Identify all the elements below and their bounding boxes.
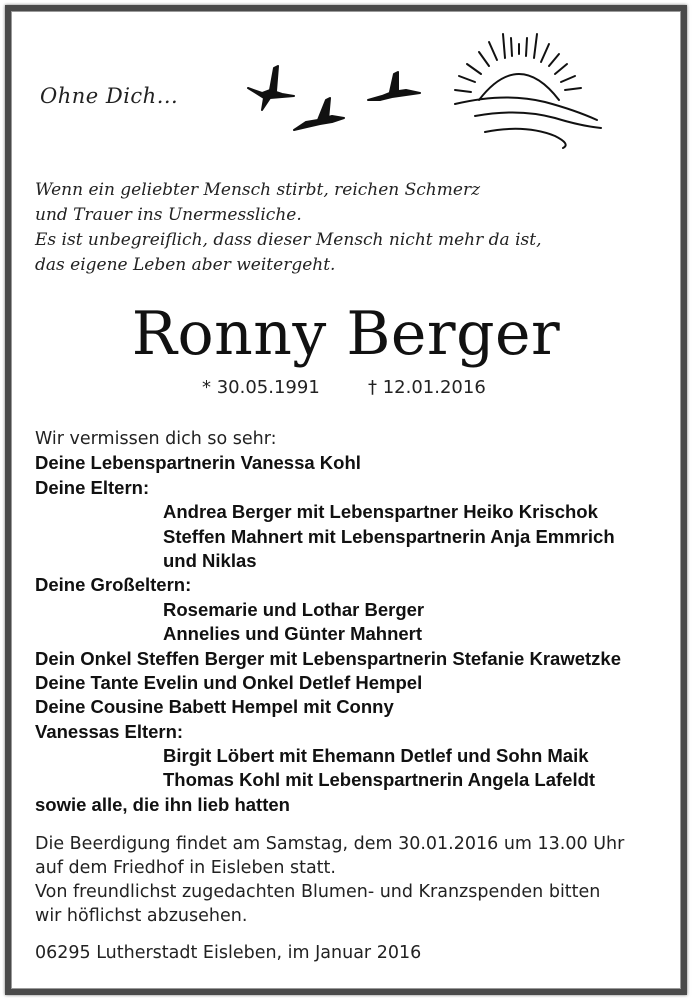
mourner-line: Birgit Löbert mit Ehemann Detlef und Sohn Maik (163, 745, 589, 767)
mourner-line: Steffen Mahnert mit Lebenspartnerin Anja Emmrich (163, 525, 615, 547)
funeral-notice (35, 832, 624, 928)
mourner-line: Deine Cousine Babett Hempel mit Conny (35, 696, 394, 718)
mourner-line: Thomas Kohl mit Lebenspartnerin Angela Lafeldt (163, 769, 596, 791)
poem-line: Es ist unbegreiflich, dass dieser Mensch nicht mehr da ist, (35, 230, 542, 250)
mourners-intro: Wir vermissen dich so sehr: (35, 429, 277, 449)
mourner-group-heading: Vanessas Eltern: (35, 720, 184, 742)
mourner-line: und Niklas (163, 549, 257, 571)
funeral-line: auf dem Friedhof in Eisleben statt. (35, 858, 336, 878)
header-text: Ohne Dich... (40, 84, 179, 108)
mourner-line: Rosemarie und Lothar Berger (163, 598, 425, 620)
mourner-line: Deine Lebenspartnerin Vanessa Kohl (35, 452, 361, 474)
mourner-group-heading: Deine Großeltern: (35, 574, 192, 596)
mourner-line: Annelies und Günter Mahnert (163, 623, 423, 645)
poem-line: das eigene Leben aber weitergeht. (35, 255, 336, 275)
mourner-line: Andrea Berger mit Lebenspartner Heiko Krischok (163, 501, 598, 523)
death-date: † 12.01.2016 (368, 377, 486, 398)
flying-birds-icon (240, 60, 440, 140)
sunset-icon (445, 24, 605, 156)
birth-date: * 30.05.1991 (202, 377, 320, 398)
place-date: 06295 Lutherstadt Eisleben, im Januar 2016 (35, 943, 422, 963)
poem-line: und Trauer ins Unermessliche. (35, 205, 302, 225)
funeral-line: Die Beerdigung findet am Samstag, dem 30.01.2016 um 13.00 Uhr (35, 834, 625, 854)
mourner-line: sowie alle, die ihn lieb hatten (35, 793, 290, 815)
deceased-name: Ronny Berger (131, 299, 561, 369)
mourner-line: Dein Onkel Steffen Berger mit Lebenspartnerin Stefanie Krawetzke (35, 647, 621, 669)
mourner-group-heading: Deine Eltern: (35, 476, 150, 498)
funeral-line: Von freundlichst zugedachten Blumen- und Kranzspenden bitten (35, 882, 601, 902)
funeral-line: wir höflichst abzusehen. (35, 906, 248, 926)
poem (35, 178, 541, 278)
poem-line: Wenn ein geliebter Mensch stirbt, reichen Schmerz (35, 180, 481, 200)
mourner-line: Deine Tante Evelin und Onkel Detlef Hempel (35, 671, 423, 693)
mourners-list (35, 427, 621, 817)
